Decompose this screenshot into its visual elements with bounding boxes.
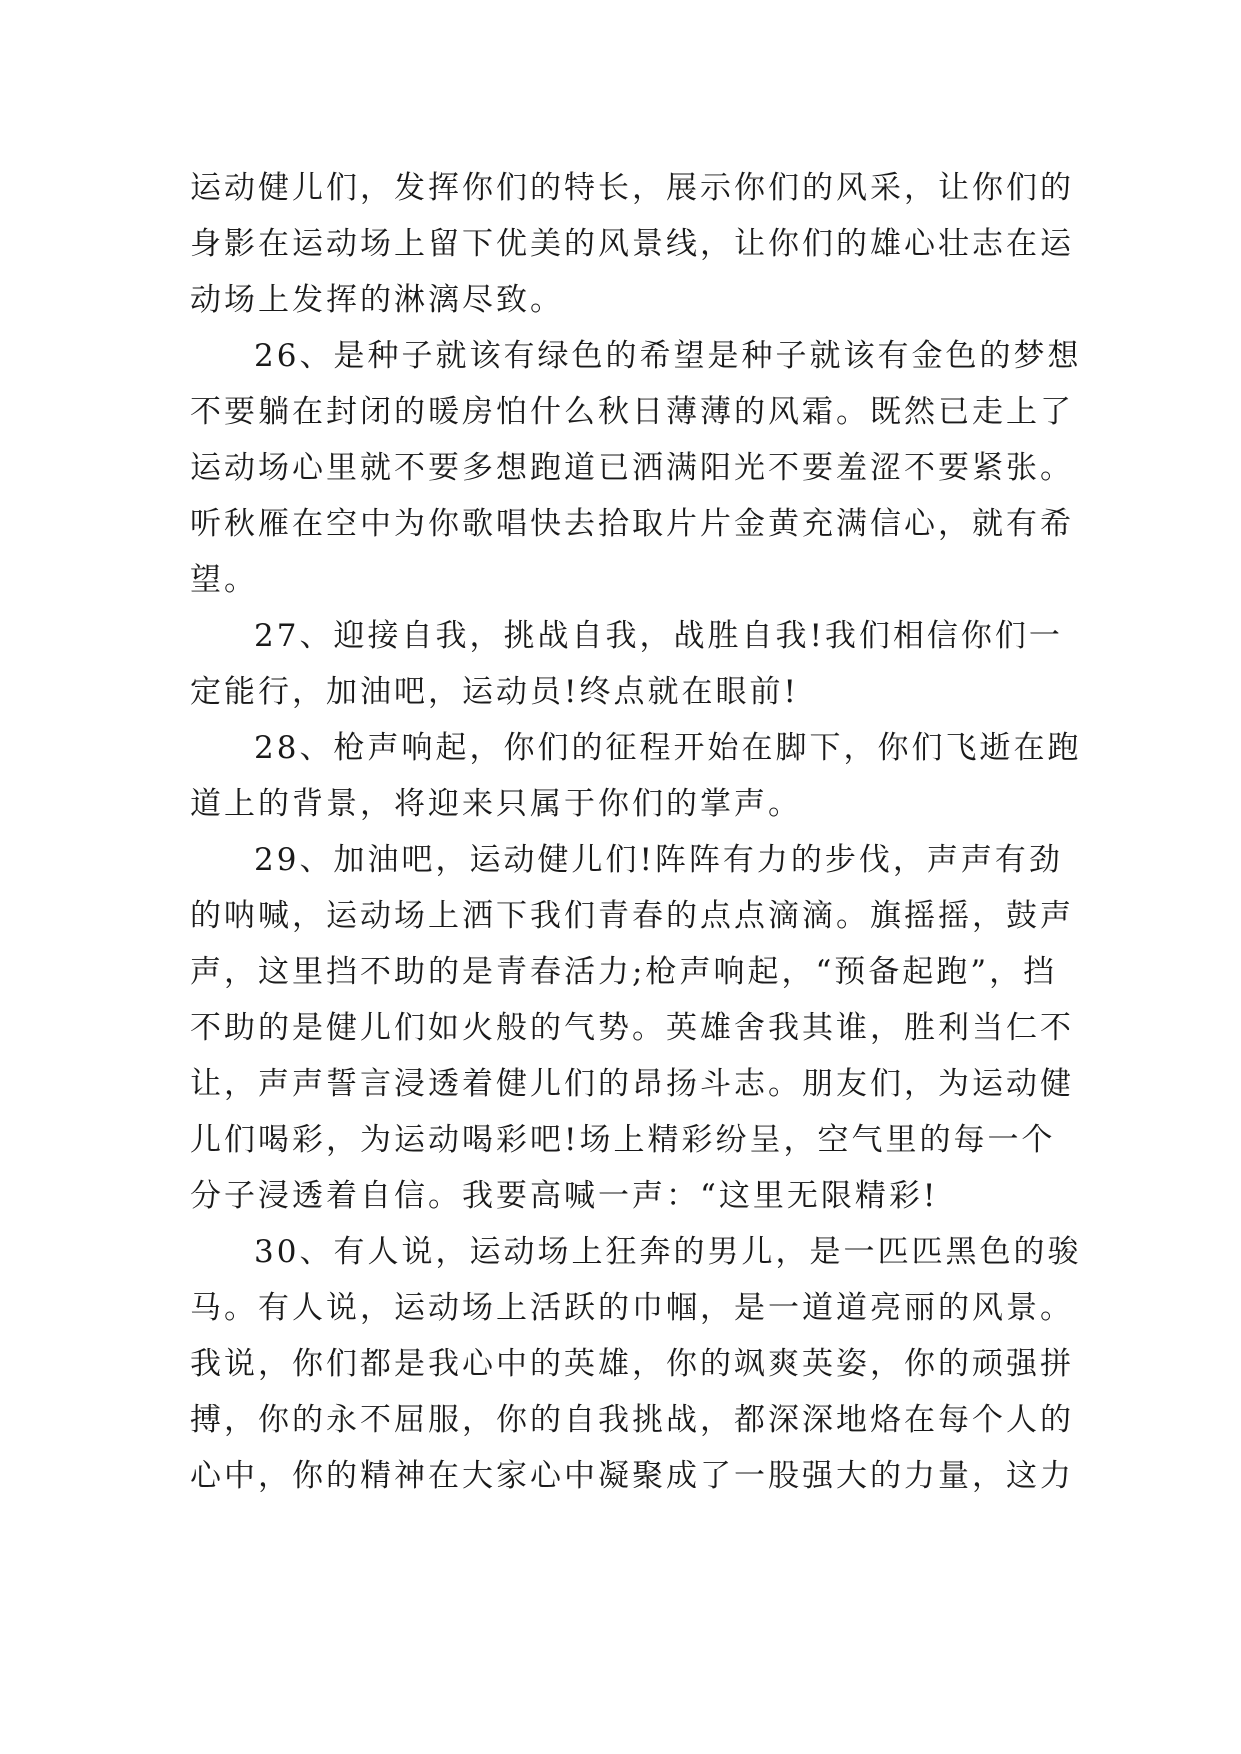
text-line: 望。 bbox=[190, 562, 258, 598]
paragraph-continued bbox=[190, 160, 1074, 328]
paragraph-28 bbox=[190, 720, 1082, 832]
text-line: 分子浸透着自信。我要高喊一声：“这里无限精彩! bbox=[190, 1178, 939, 1214]
paragraph-26 bbox=[190, 328, 1082, 608]
text-line: 29、加油吧，运动健儿们!阵阵有力的步伐，声声有劲 bbox=[254, 842, 1063, 878]
text-line: 不助的是健儿们如火般的气势。英雄舍我其谁，胜利当仁不 bbox=[190, 1010, 1074, 1046]
text-line: 26、是种子就该有绿色的希望是种子就该有金色的梦想 bbox=[254, 338, 1082, 374]
paragraph-27 bbox=[190, 608, 1070, 720]
text-line: 不要躺在封闭的暖房怕什么秋日薄薄的风霜。既然已走上了 bbox=[190, 394, 1074, 430]
text-line: 28、枪声响起，你们的征程开始在脚下，你们飞逝在跑 bbox=[254, 730, 1082, 766]
text-line: 我说，你们都是我心中的英雄，你的飒爽英姿，你的顽强拼 bbox=[190, 1346, 1074, 1382]
text-line: 马。有人说，运动场上活跃的巾帼，是一道道亮丽的风景。 bbox=[190, 1290, 1074, 1326]
text-line: 声，这里挡不助的是青春活力;枪声响起，“预备起跑”，挡 bbox=[190, 954, 1058, 990]
text-line: 搏，你的永不屈服，你的自我挑战，都深深地烙在每个人的 bbox=[190, 1402, 1074, 1438]
body-text bbox=[190, 160, 1082, 1504]
text-line: 运动场心里就不要多想跑道已洒满阳光不要羞涩不要紧张。 bbox=[190, 450, 1074, 486]
paragraph-30 bbox=[190, 1224, 1082, 1504]
text-line: 定能行，加油吧，运动员!终点就在眼前! bbox=[190, 674, 799, 710]
text-line: 27、迎接自我，挑战自我，战胜自我!我们相信你们一 bbox=[254, 618, 1063, 654]
text-line: 心中，你的精神在大家心中凝聚成了一股强大的力量，这力 bbox=[190, 1458, 1074, 1494]
text-line: 运动健儿们，发挥你们的特长，展示你们的风采，让你们的 bbox=[190, 170, 1074, 206]
paragraph-29 bbox=[190, 832, 1074, 1224]
text-line: 让，声声誓言浸透着健儿们的昂扬斗志。朋友们，为运动健 bbox=[190, 1066, 1074, 1102]
text-line: 儿们喝彩，为运动喝彩吧!场上精彩纷呈，空气里的每一个 bbox=[190, 1122, 1056, 1158]
text-line: 30、有人说，运动场上狂奔的男儿，是一匹匹黑色的骏 bbox=[254, 1234, 1082, 1270]
text-line: 动场上发挥的淋漓尽致。 bbox=[190, 282, 564, 318]
text-line: 身影在运动场上留下优美的风景线，让你们的雄心壮志在运 bbox=[190, 226, 1074, 262]
text-line: 的呐喊，运动场上洒下我们青春的点点滴滴。旗摇摇，鼓声 bbox=[190, 898, 1074, 934]
text-line: 听秋雁在空中为你歌唱快去拾取片片金黄充满信心，就有希 bbox=[190, 506, 1074, 542]
text-line: 道上的背景，将迎来只属于你们的掌声。 bbox=[190, 786, 802, 822]
